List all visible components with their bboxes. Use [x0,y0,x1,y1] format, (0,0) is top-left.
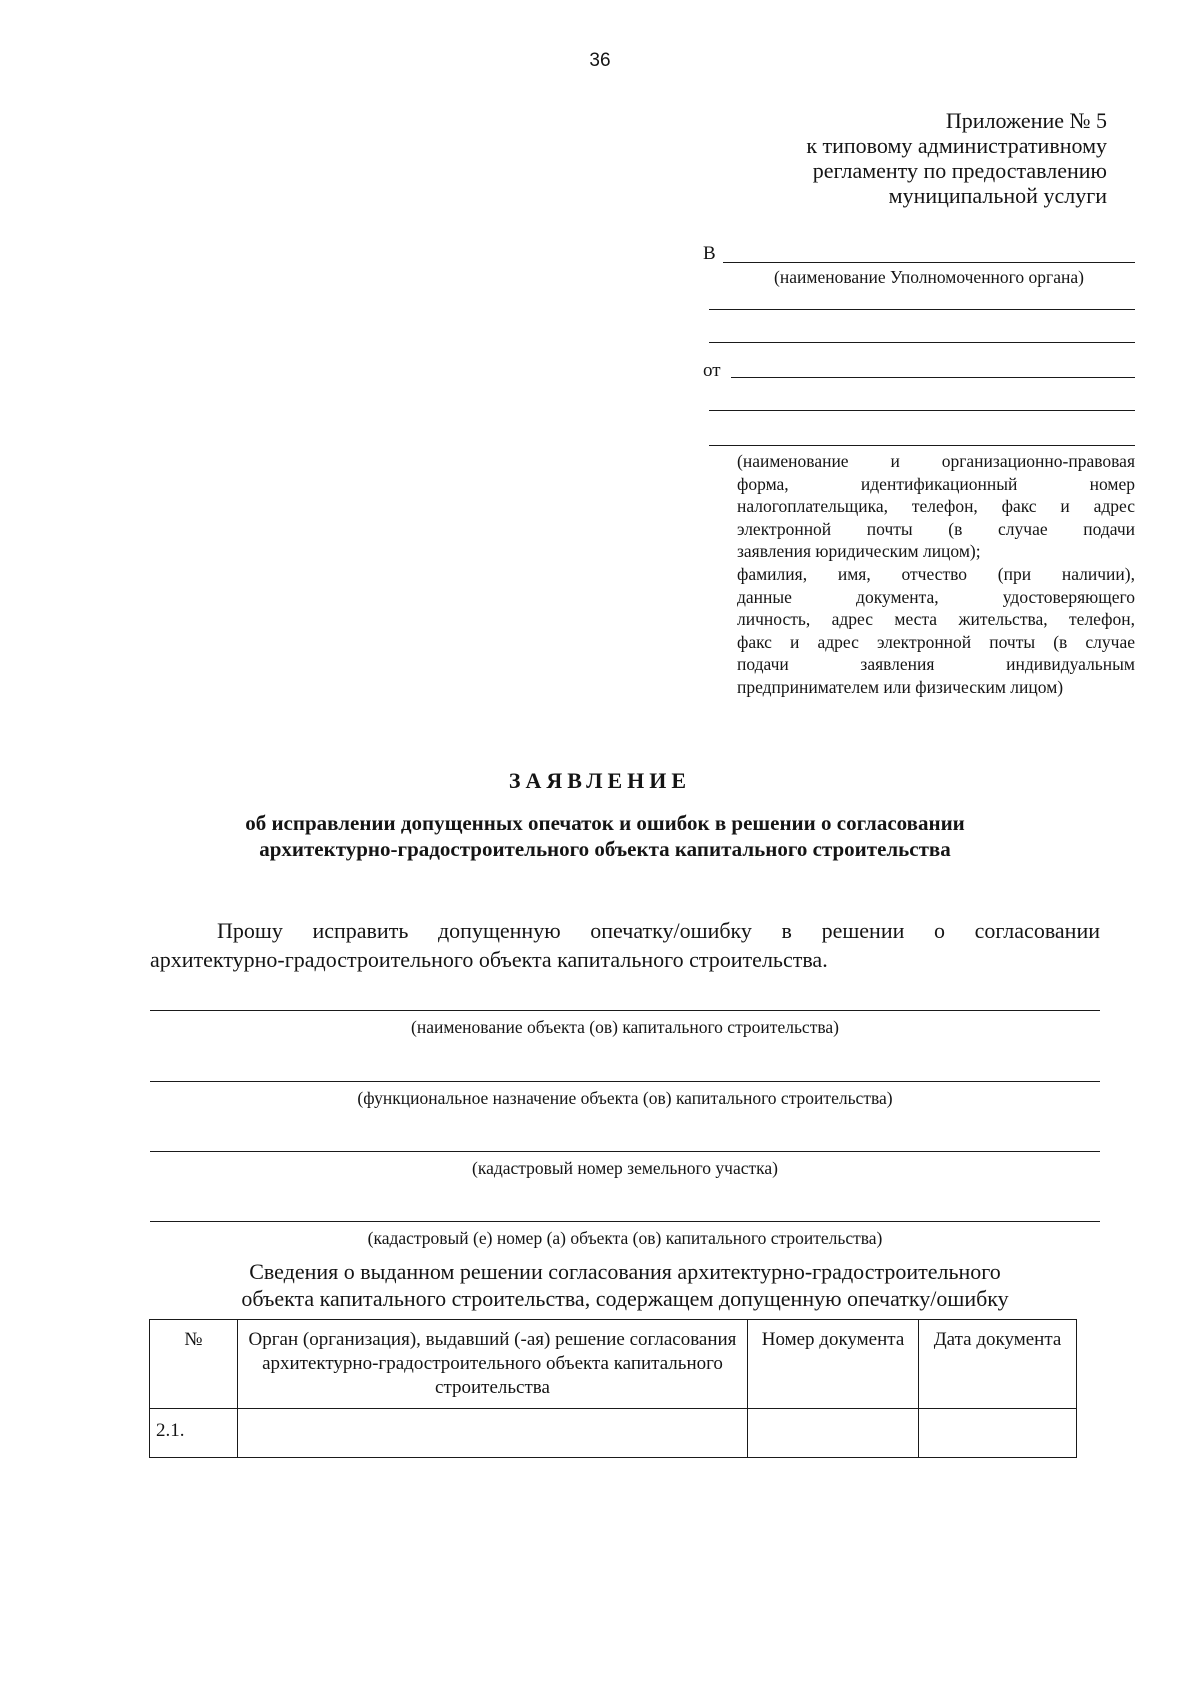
page-number: 36 [589,50,611,71]
appendix-line: Приложение № 5 [945,108,1107,133]
object-purpose-caption: (функциональное назначение объекта (ов) капитального строительства) [357,1088,893,1108]
from-caption-line: факс и адрес электронной почты (в случае [737,631,1135,652]
cell-document-date[interactable] [919,1409,1077,1458]
from-caption-line: электронной почты (в случае подачи [737,518,1135,539]
object-cadastral-caption: (кадастровый (е) номер (а) объекта (ов) капитального строительства) [367,1228,883,1248]
object-name-line[interactable] [150,1010,1100,1011]
table-header-row [150,1320,1077,1409]
from-caption-line: предпринимателем или физическим лицом) [737,676,1064,697]
to-line-2[interactable] [709,309,1135,310]
header-document-date: Дата документа [919,1320,1077,1409]
from-caption-line: личность, адрес места жительства, телефон, [737,609,1135,630]
from-line-3[interactable] [709,445,1135,446]
land-cadastral-caption: (кадастровый номер земельного участка) [472,1158,778,1178]
subtitle-line: архитектурно-градостроительного объекта капитального строительства [259,837,951,861]
from-line[interactable] [731,377,1135,378]
table-row [150,1409,1077,1458]
from-caption-line: налогоплательщика, телефон, факс и адрес [737,496,1135,517]
to-label: В [703,243,716,264]
header-issuing-authority: Орган (организация), выдавший (-ая) решение согласования архитектурно-градостроительного объекта капитального строительства [238,1320,748,1409]
subtitle-line: об исправлении допущенных опечаток и ошибок в решении о согласовании [245,811,965,835]
to-line-3[interactable] [709,342,1135,343]
decision-info-heading [150,1258,1100,1312]
info-heading-line: объекта капитального строительства, содержащем допущенную опечатку/ошибку [241,1286,1009,1311]
request-line: архитектурно-градостроительного объекта капитального строительства. [150,947,828,972]
header-number: № [150,1320,238,1409]
from-caption-line: данные документа, удостоверяющего [737,586,1135,607]
land-cadastral-line[interactable] [150,1151,1100,1152]
from-caption [737,450,1135,699]
decision-table [149,1319,1077,1458]
from-caption-line: заявления юридическим лицом); [737,541,981,562]
request-line: Прошу исправить допущенную опечатку/ошибку в решении о согласовании [217,918,1100,943]
appendix-note [806,108,1107,208]
header-document-number: Номер документа [748,1320,919,1409]
cell-issuing-authority[interactable] [238,1409,748,1458]
appendix-line: муниципальной услуги [888,183,1107,208]
to-line[interactable] [723,262,1135,263]
from-caption-line: форма, идентификационный номер [737,473,1135,494]
from-line-2[interactable] [709,410,1135,411]
object-cadastral-line[interactable] [150,1221,1100,1222]
from-caption-line: фамилия, имя, отчество (при наличии), [737,563,1135,584]
cell-number: 2.1. [150,1409,238,1458]
appendix-line: регламенту по предоставлению [812,158,1107,183]
document-title: ЗАЯВЛЕНИЕ [508,768,692,793]
document-subtitle [150,810,1060,862]
from-caption-line: (наименование и организационно-правовая [737,451,1135,471]
cell-document-number[interactable] [748,1409,919,1458]
appendix-line: к типовому административному [806,133,1107,158]
object-purpose-line[interactable] [150,1081,1100,1082]
info-heading-line: Сведения о выданном решении согласования архитектурно-градостроительного [249,1259,1001,1284]
to-caption: (наименование Уполномоченного органа) [774,267,1084,287]
request-text [150,916,1100,974]
object-name-caption: (наименование объекта (ов) капитального строительства) [411,1017,839,1037]
from-caption-line: подачи заявления индивидуальным [737,654,1135,675]
from-label: от [703,360,721,381]
